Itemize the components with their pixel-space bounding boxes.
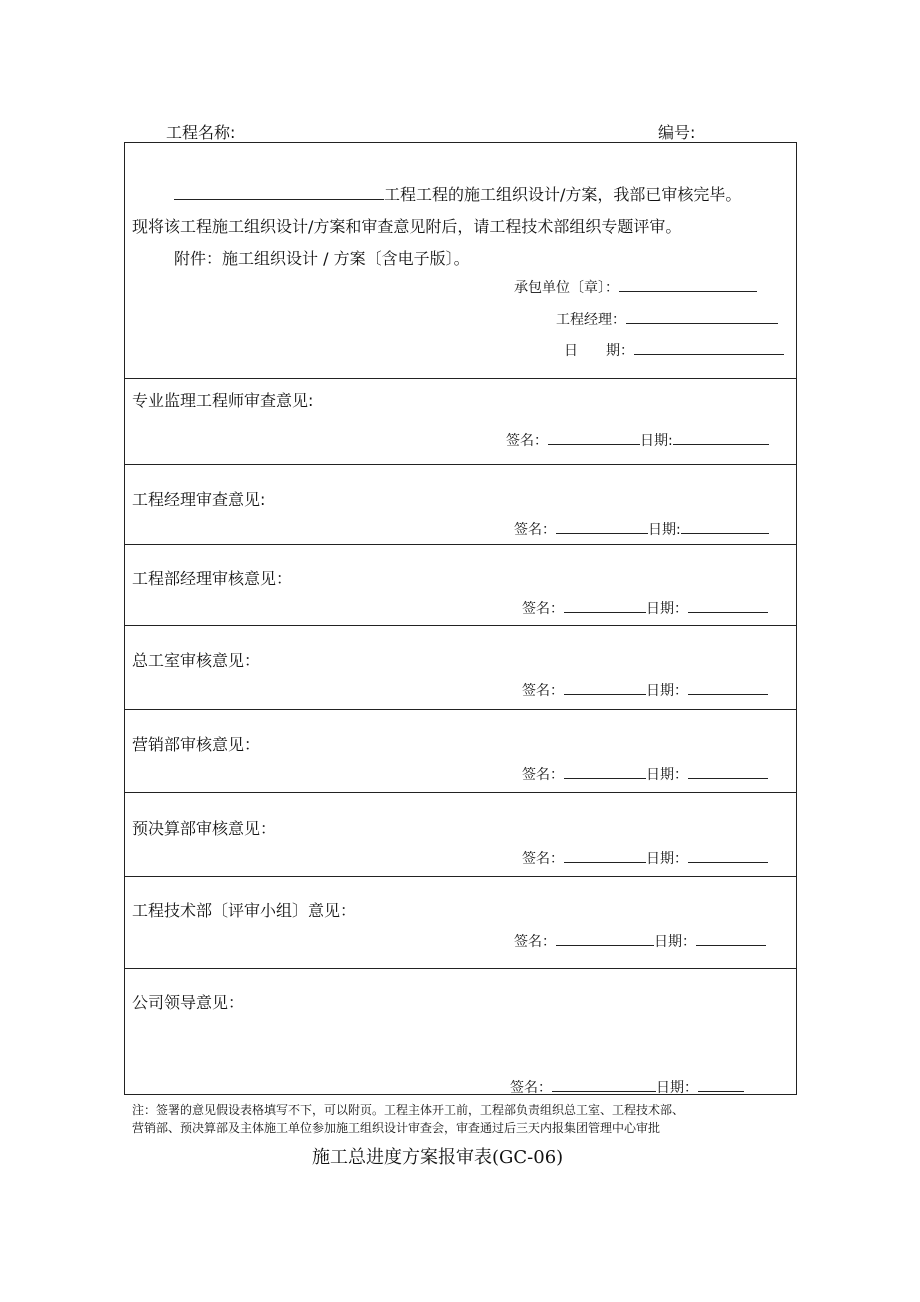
signature-blank[interactable]	[552, 1077, 656, 1092]
date-blank[interactable]	[688, 598, 768, 613]
sign-row: 签名： 日期:	[514, 519, 769, 539]
date-blank[interactable]	[696, 931, 766, 946]
signature-blank[interactable]	[548, 430, 640, 445]
date-blank[interactable]	[673, 430, 769, 445]
sign-row: 签名： 日期：	[522, 598, 768, 618]
manager-blank[interactable]	[626, 309, 778, 324]
row-divider	[124, 378, 797, 379]
signature-blank[interactable]	[556, 931, 654, 946]
contractor-blank[interactable]	[619, 277, 757, 292]
intro-date-field: 日 期：	[564, 340, 784, 360]
section-title: 工程经理审查意见:	[132, 490, 266, 509]
date-blank[interactable]	[688, 764, 768, 779]
contractor-field: 承包单位〔章〕：	[514, 277, 757, 297]
signature-blank[interactable]	[564, 764, 646, 779]
note-line-1: 注：签署的意见假设表格填写不下，可以附页。工程主体开工前，工程部负责组织总工室、工程技术部、	[132, 1103, 685, 1117]
number-label: 编号:	[658, 123, 696, 142]
row-divider	[124, 709, 797, 710]
form-title: 施工总进度方案报审表(GC-06)	[312, 1147, 564, 1168]
signature-blank[interactable]	[564, 598, 646, 613]
row-divider	[124, 625, 797, 626]
date-blank[interactable]	[688, 848, 768, 863]
sign-row: 签名： 日期：	[514, 931, 766, 951]
row-divider	[124, 968, 797, 969]
row-divider	[124, 792, 797, 793]
row-divider	[124, 464, 797, 465]
signature-blank[interactable]	[556, 519, 648, 534]
row-divider	[124, 544, 797, 545]
date-blank[interactable]	[698, 1077, 744, 1092]
signature-blank[interactable]	[564, 848, 646, 863]
sign-row: 签名： 日期：	[522, 848, 768, 868]
row-divider	[124, 876, 797, 877]
date-blank[interactable]	[688, 680, 768, 695]
attachment-line: 附件：施工组织设计 / 方案〔含电子版〕。	[174, 249, 470, 268]
note-line-2: 营销部、预决算部及主体施工单位参加施工组织设计审查会，审查通过后三天内报集团管理中心审批	[132, 1121, 661, 1135]
sign-row: 签名： 日期：	[522, 764, 768, 784]
section-title: 预决算部审核意见：	[132, 819, 277, 838]
intro-date-blank[interactable]	[634, 340, 784, 355]
intro-line-1: 工程工程的施工组织设计/方案，我部已审核完毕。	[174, 182, 741, 205]
date-blank[interactable]	[681, 519, 769, 534]
sign-row: 签名： 日期:	[506, 430, 769, 450]
intro-line-2: 现将该工程施工组织设计/方案和审查意见附后，请工程技术部组织专题评审。	[132, 217, 682, 236]
section-title: 公司领导意见：	[132, 993, 245, 1012]
signature-blank[interactable]	[564, 680, 646, 695]
sign-row: 签名： 日期：	[522, 680, 768, 700]
project-name-label: 工程名称:	[166, 123, 236, 142]
section-title: 总工室审核意见：	[132, 651, 261, 670]
section-title: 工程部经理审核意见：	[132, 569, 293, 588]
section-title: 专业监理工程师审查意见:	[132, 391, 314, 410]
section-title: 营销部审核意见：	[132, 735, 261, 754]
project-name-blank[interactable]	[174, 185, 384, 200]
manager-field: 工程经理：	[556, 309, 778, 329]
sign-row: 签名： 日期：	[510, 1077, 744, 1097]
section-title: 工程技术部〔评审小组〕意见：	[132, 901, 357, 920]
